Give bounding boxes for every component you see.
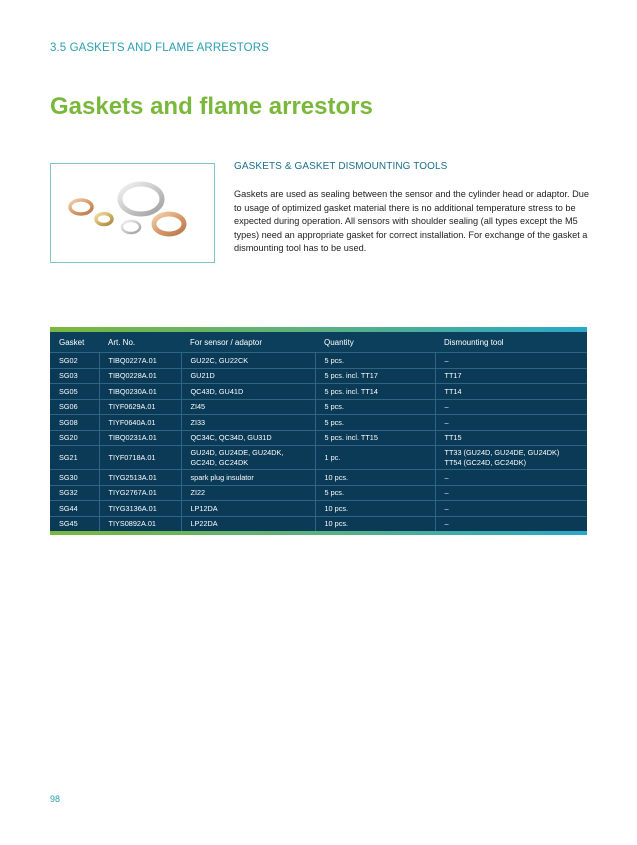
cell-tool: – [435,353,587,369]
cell-sensor: QC43D, GU41D [181,384,315,400]
cell-sensor-line: GU24D, GU24DE, GU24DK, [190,448,284,457]
cell-quantity: 5 pcs. [315,415,435,431]
cell-tool: TT17 [435,368,587,384]
header-tool: Dismounting tool [444,337,504,347]
cell-quantity: 5 pcs. incl. TT14 [315,384,435,400]
section-label: 3.5 GASKETS AND FLAME ARRESTORS [50,42,269,54]
cell-tool [435,446,587,470]
cell-sensor: GU21D [181,368,315,384]
cell-tool: – [435,415,587,431]
header-sensor: For sensor / adaptor [190,337,263,347]
cell-art-no: TIYG2513A.01 [99,470,181,486]
cell-art-no: TIYS0892A.01 [99,516,181,531]
table-row [50,470,587,486]
page-number: 98 [50,794,61,804]
cell-tool: – [435,399,587,415]
table-row [50,415,587,431]
cell-tool: – [435,485,587,501]
cell-sensor: LP22DA [181,516,315,531]
intro-text: Gaskets are used as sealing between the sensor and the cylinder head or adaptor. Due to usage of optimized gasket material there is no additional temperature stress to be expected during operation. All sensors with shoulder sealing (all types except the M5 types) need an appropriate gasket for correct installation. For exchange of the gasket a dismounting tool has to be used. [234,189,589,253]
cell-sensor: LP12DA [181,501,315,517]
cell-quantity: 5 pcs. incl. TT15 [315,430,435,446]
table-row [50,501,587,517]
cell-sensor [181,446,315,470]
cell-tool: – [435,501,587,517]
cell-tool: – [435,470,587,486]
cell-sensor: ZI22 [181,485,315,501]
cell-gasket: SG45 [50,516,99,531]
table-bottom-bar [50,531,587,535]
cell-sensor-line: GC24D, GC24DK [190,457,249,467]
cell-art-no: TIYG2767A.01 [99,485,181,501]
header-quantity: Quantity [324,337,354,347]
cell-quantity: 10 pcs. [315,501,435,517]
cell-quantity: 10 pcs. [315,516,435,531]
header-gasket: Gasket [59,337,85,347]
cell-tool: TT14 [435,384,587,400]
cell-art-no: TIYF0629A.01 [99,399,181,415]
cell-gasket: SG03 [50,368,99,384]
table-row [50,516,587,531]
cell-art-no: TIBQ0227A.01 [99,353,181,369]
gasket-table [50,327,587,535]
cell-gasket: SG32 [50,485,99,501]
intro-heading: GASKETS & GASKET DISMOUNTING TOOLS [234,161,448,172]
table-row [50,384,587,400]
cell-tool-line: TT33 (GU24D, GU24DE, GU24DK) [444,448,560,457]
table-header-row [50,332,587,353]
cell-quantity: 1 pc. [315,446,435,470]
cell-tool: – [435,516,587,531]
table-row [50,430,587,446]
gaskets-product-image [50,163,215,263]
table-row [50,399,587,415]
cell-quantity: 5 pcs. [315,399,435,415]
cell-gasket: SG02 [50,353,99,369]
cell-tool: TT15 [435,430,587,446]
cell-art-no: TIBQ0228A.01 [99,368,181,384]
table-row [50,368,587,384]
cell-quantity: 5 pcs. [315,485,435,501]
cell-gasket: SG21 [50,446,99,470]
cell-sensor: spark plug insulator [181,470,315,486]
cell-art-no: TIYF0640A.01 [99,415,181,431]
cell-sensor: ZI33 [181,415,315,431]
cell-quantity: 5 pcs. incl. TT17 [315,368,435,384]
cell-tool-line: TT54 (GC24D, GC24DK) [444,457,527,467]
cell-art-no: TIBQ0231A.01 [99,430,181,446]
cell-gasket: SG20 [50,430,99,446]
cell-art-no: TIYG3136A.01 [99,501,181,517]
cell-gasket: SG44 [50,501,99,517]
table-row [50,446,587,470]
cell-sensor: ZI45 [181,399,315,415]
cell-quantity: 10 pcs. [315,470,435,486]
page-title: Gaskets and flame arrestors [50,93,373,120]
cell-art-no: TIYF0718A.01 [99,446,181,470]
cell-gasket: SG08 [50,415,99,431]
table-row [50,353,587,369]
cell-sensor: QC34C, QC34D, GU31D [181,430,315,446]
cell-art-no: TIBQ0230A.01 [99,384,181,400]
header-art-no: Art. No. [108,337,136,347]
cell-gasket: SG06 [50,399,99,415]
cell-gasket: SG05 [50,384,99,400]
table-row [50,485,587,501]
cell-gasket: SG30 [50,470,99,486]
cell-sensor: GU22C, GU22CK [181,353,315,369]
cell-quantity: 5 pcs. [315,353,435,369]
